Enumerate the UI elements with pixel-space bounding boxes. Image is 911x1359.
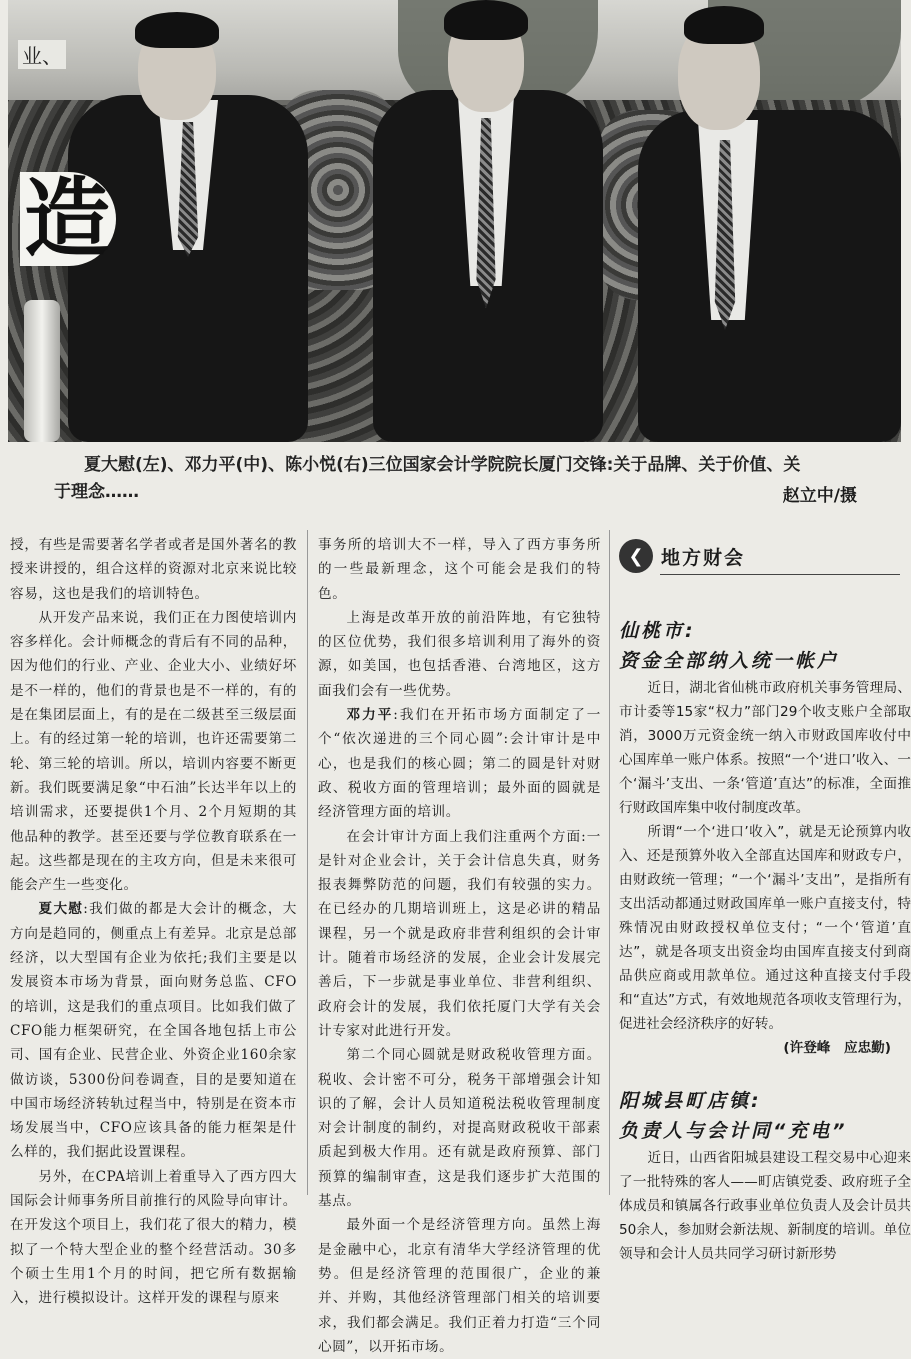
news-location-heading: 仙桃市: — [619, 620, 696, 642]
section-title: 地方财会 — [661, 546, 746, 569]
caption-line: 于理念…… — [54, 482, 139, 502]
arrow-left-icon: ❮ — [619, 539, 653, 573]
news-paragraph: 近日，湖北省仙桃市政府机关事务管理局、市计委等15家“权力”部门29个收支账户全部取消，3000万元资金统一纳入市财政国库收付中心国库单一账户体系。按照“一个‘进口’收入、一个‘漏斗’支出、一条‘管道’直达”的标准，全面推行财政国库集中收付制度改革。 — [619, 680, 911, 816]
news-paragraph: 所谓“一个‘进口’收入”，就是无论预算内收入、还是预算外收入全部直达国库和财政专户，由财政统一管理；“一个‘漏斗’支出”，是指所有支出活动都通过财政国库单一账户直接支付，特殊情况由财政授权单位支付；“一个‘管道’直达”，就是各项支出资金均由国库直接支付到商品供应商或用款单位。通过这种直接支付手段和“直达”方式，有效地规范各项收支管理行为，促进社会经济秩序的好转。 — [619, 824, 911, 1032]
news-headline: 负责人与会计同“充电” — [619, 1120, 848, 1142]
paragraph-text: :我们在开拓市场方面制定了一个“依次递进的三个同心圆”:会计审计是中心，也是我们的核心圆；第二的圆是针对财政、税收方面的管理培训；最外面的圆就是经济管理方面的培训。 — [318, 707, 601, 821]
paragraph: 上海是改革开放的前沿阵地，有它独特的区位优势，我们很多培训利用了海外的资源，如美国，也包括香港、台湾地区，这方面我们会有一些优势。 — [318, 609, 601, 699]
photo-fragment-text: 业、 — [18, 40, 66, 69]
paragraph-text: :我们做的都是大会计的概念，大方向是趋同的，侧重点上有差异。北京是总部经济，以大型国有企业为依托;我们主要是以发展资本市场为背景，面向财务总监、CFO的培训，这是我们的重点项目。比如我们做了CFO能力框架研究，在全国各地包括上市公司、国有企业、民营企业、外资企业160余家做访谈，5300份问卷调查，目的是要知道在中国市场经济转轨过程当中，特别是在资本市场发展当中，CFO应该具备的能力框架是什么样的，我们据此设置课程。 — [10, 901, 297, 1161]
photo-headline-character: 造 — [20, 172, 116, 266]
column-divider — [307, 530, 308, 1195]
paragraph: 从开发产品来说，我们正在力图使培训内容多样化。会计师概念的背后有不同的品种，因为他们的行业、产业、企业大小、业绩好坏是不一样的，他们的背景也是不一样的，有的是在集团层面上，有的是在二级甚至三级层面上。有的经过第一轮的培训，也许还需要第二轮、第三轮的培训。所以，培训内容要不断更新。我们既要满足象“中石油”长达半年以上的培训需求，还要提供1个月、2个月短期的其他品种的教学。甚至还要与学位教育联系在一起。这些都是现在的主攻方向，但是未来很可能会产生一些变化。 — [10, 609, 297, 894]
paragraph: 第二个同心圆就是财政税收管理方面。税收、会计密不可分，税务干部增强会计知识的了解，会计人员知道税法税收管理制度对会计制度的制约，对提高财政税收干部素质起到极大作用。还有就是政府预算、部门预算的编制审查，这是我们逐步扩大范围的基点。 — [318, 1047, 601, 1210]
article-column-2 — [318, 533, 601, 1359]
paragraph — [10, 897, 297, 1164]
speaker-name: 夏大慰 — [38, 901, 84, 918]
article-column-1 — [10, 533, 297, 1311]
news-paragraph: 近日，山西省阳城县建设工程交易中心迎来了一批特殊的客人——町店镇党委、政府班子全体成员和镇属各行政事业单位负责人及会计员共50余人，参加财会新法规、新制度的培训。单位领导和会计人员共同学习研讨新形势 — [619, 1150, 911, 1262]
section-rule — [660, 574, 900, 575]
paragraph: 授，有些是需要著名学者或者是国外著名的教授来讲授的，组合这样的资源对北京来说比较容易，这也是我们的培训特色。 — [10, 537, 297, 602]
paragraph: 最外面一个是经济管理方向。虽然上海是金融中心，北京有清华大学经济管理的优势。但是经济管理的范围很广，企业的兼并、并购，其他经济管理部门相关的培训要求，我们都会满足。我们正着力打造“三个同心圆”，以开拓市场。 — [318, 1217, 601, 1355]
paragraph: 在会计审计方面上我们注重两个方面:一是针对企业会计，关于会计信息失真，财务报表舞弊防范的问题，我们有较强的实力。在已经办的几期培训班上，这是必讲的精品课程，另一个就是政府非营利组织的会计审计。随着市场经济的发展，企业会计发展完善后，下一步就是事业单位、非营利组织、政府会计的发展，我们依托厦门大学有关会计专家对此进行开发。 — [318, 828, 601, 1039]
news-byline: (许登峰 应忠勤) — [783, 1040, 891, 1056]
section-header — [619, 536, 769, 576]
column-divider — [609, 530, 610, 1195]
speaker-name: 邓力平 — [346, 707, 394, 724]
photo-caption — [54, 452, 874, 506]
photo-credit: 赵立中/摄 — [782, 486, 857, 506]
news-location-heading: 阳城县町店镇: — [619, 1090, 762, 1112]
photo-lamp — [24, 300, 60, 442]
news-photo — [8, 0, 901, 442]
news-headline: 资金全部纳入统一帐户 — [619, 650, 840, 672]
local-finance-column — [619, 616, 911, 1262]
paragraph — [318, 703, 601, 824]
paragraph: 事务所的培训大不一样，导入了西方事务所的一些最新理念，这个可能会是我们的特色。 — [318, 537, 601, 602]
paragraph: 另外，在CPA培训上着重导入了西方四大国际会计师事务所目前推行的风险导向审计。在开发这个项目上，我们花了很大的精力，模拟了一个特大型企业的整个经营活动。30多个硕士生用1个月的时间，把它所有数据输入，进行模拟设计。这样开发的课程与原来 — [10, 1168, 297, 1307]
caption-line: 夏大慰(左)、邓力平(中)、陈小悦(右)三位国家会计学院院长厦门交锋:关于品牌、关于价值、关 — [84, 455, 801, 475]
